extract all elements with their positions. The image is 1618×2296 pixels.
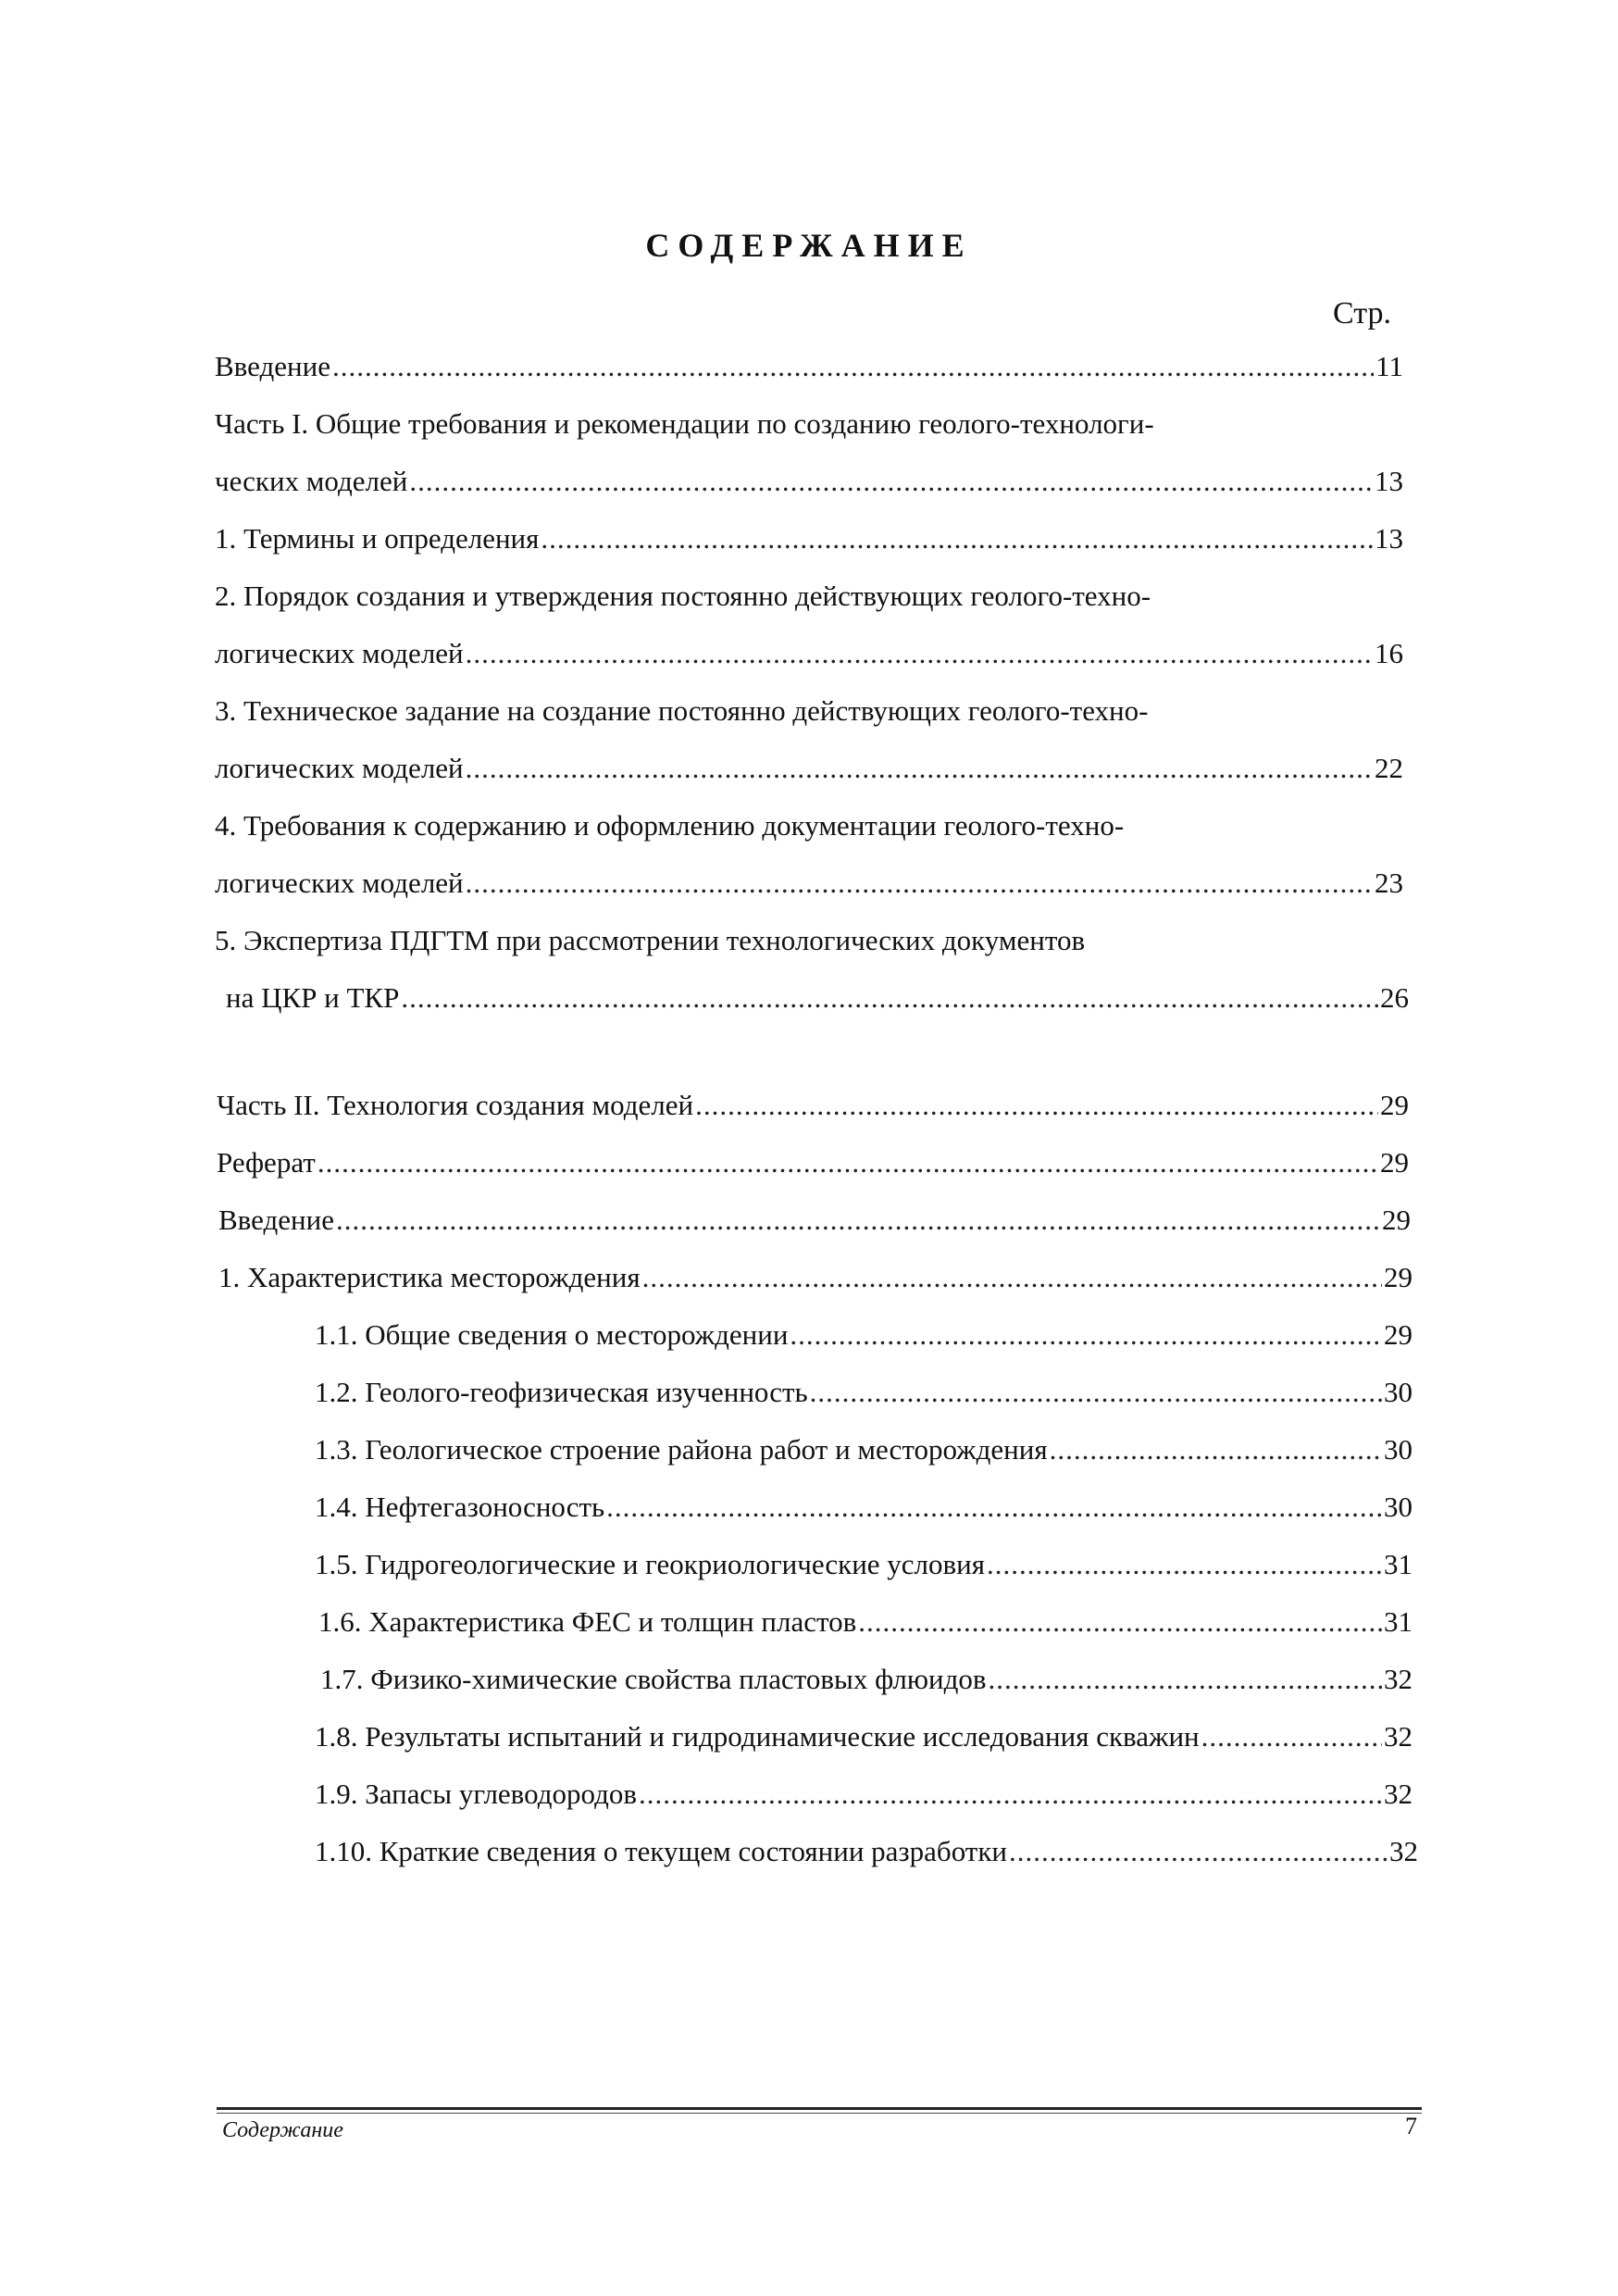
dot-leader (639, 1774, 1382, 1815)
toc-entry-text: логических моделей (215, 752, 464, 784)
toc-entry-abstract[interactable] (217, 1142, 1409, 1183)
dot-leader (606, 1487, 1382, 1528)
toc-entry-page: 32 (1384, 1720, 1413, 1753)
toc-entry-page: 32 (1389, 1835, 1418, 1867)
toc-subentry[interactable] (315, 1315, 1413, 1355)
toc-entry-page: 30 (1384, 1491, 1413, 1523)
toc-entry-intro[interactable] (215, 346, 1403, 387)
toc-entry-text: 1.2. Геолого-геофизическая изученность (315, 1376, 808, 1408)
page-column-label: Стр. (1333, 296, 1392, 331)
running-footer-title: Содержание (222, 2118, 343, 2142)
toc-section5-line1[interactable]: 5. Экспертиза ПДГТМ при рассмотрении технологических документов (215, 924, 1086, 956)
toc-entry-page: 31 (1384, 1548, 1413, 1580)
toc-entry-text: 1. Характеристика месторождения (218, 1261, 641, 1293)
dot-leader (642, 1257, 1382, 1298)
dot-leader (466, 633, 1373, 674)
toc-entry-text: логических моделей (215, 867, 464, 899)
toc-entry-text: 1.5. Гидрогеологические и геокриологические условия (315, 1548, 986, 1580)
toc-entry-text: 1.9. Запасы углеводородов (315, 1778, 638, 1810)
toc-entry-text: Введение (218, 1204, 334, 1236)
dot-leader (409, 461, 1373, 502)
page-number: 7 (1405, 2113, 1417, 2140)
toc-entry-page: 32 (1384, 1663, 1413, 1695)
toc-entry-part1[interactable] (215, 461, 1403, 502)
dot-leader (695, 1085, 1378, 1126)
toc-subentry[interactable] (315, 1429, 1413, 1470)
toc-entry-part2[interactable] (217, 1085, 1409, 1126)
toc-entry-section2[interactable] (215, 633, 1403, 674)
toc-entry-page: 32 (1384, 1778, 1413, 1810)
toc-subentry[interactable] (315, 1487, 1413, 1528)
footer-divider (217, 2107, 1422, 2110)
toc-entry-text: ческих моделей (215, 465, 408, 497)
toc-entry-text: логических моделей (215, 637, 464, 669)
toc-entry-page: 29 (1380, 1089, 1409, 1121)
toc-section4-line1[interactable]: 4. Требования к содержанию и оформлению документации геолого-техно- (215, 809, 1125, 842)
toc-entry-page: 23 (1375, 867, 1403, 899)
toc-entry-text: 1.8. Результаты испытаний и гидродинамические исследования скважин (315, 1720, 1200, 1753)
toc-entry-text: 1.4. Нефтегазоносность (315, 1491, 605, 1523)
dot-leader (987, 1544, 1382, 1585)
toc-entry-page: 30 (1384, 1433, 1413, 1466)
dot-leader (336, 1200, 1380, 1241)
toc-entry-field-characteristics[interactable] (218, 1257, 1413, 1298)
toc-entry-section5[interactable] (226, 978, 1409, 1018)
toc-entry-page: 11 (1375, 350, 1403, 382)
dot-leader (466, 863, 1373, 904)
toc-entry-text: 1.3. Геологическое строение района работ и месторождения (315, 1433, 1048, 1466)
toc-entry-text: на ЦКР и ТКР (226, 981, 400, 1014)
toc-entry-text: Введение (215, 350, 330, 382)
dot-leader (401, 978, 1378, 1018)
dot-leader (317, 1142, 1378, 1183)
dot-leader (332, 346, 1374, 387)
toc-subentry[interactable] (315, 1716, 1413, 1757)
dot-leader (1050, 1429, 1382, 1470)
dot-leader (466, 748, 1373, 789)
dot-leader (1201, 1716, 1382, 1757)
toc-entry-section3[interactable] (215, 748, 1403, 789)
toc-subentry[interactable] (315, 1372, 1413, 1413)
toc-entry-text: 1.6. Характеристика ФЕС и толщин пластов (318, 1605, 857, 1638)
toc-entry-text: 1.10. Краткие сведения о текущем состоянии разработки (315, 1835, 1007, 1867)
toc-entry-text: 1. Термины и определения (215, 522, 540, 555)
toc-entry-page: 22 (1375, 752, 1403, 784)
toc-subentry[interactable] (315, 1831, 1418, 1872)
toc-entry-page: 13 (1375, 465, 1403, 497)
toc-entry-page: 29 (1384, 1318, 1413, 1351)
toc-entry-page: 26 (1380, 981, 1409, 1014)
toc-entry-terms[interactable] (215, 518, 1403, 559)
toc-section3-line1[interactable]: 3. Техническое задание на создание постоянно действующих геолого-техно- (215, 694, 1149, 727)
dot-leader (810, 1372, 1382, 1413)
toc-entry-text: Часть II. Технология создания моделей (217, 1089, 694, 1121)
toc-section2-line1[interactable]: 2. Порядок создания и утверждения постоянно действующих геолого-техно- (215, 580, 1151, 612)
toc-entry-page: 31 (1384, 1605, 1413, 1638)
footer-divider-thin (217, 2113, 1422, 2114)
toc-subentry[interactable] (315, 1774, 1413, 1815)
toc-part1-title-line1[interactable]: Часть I. Общие требования и рекомендации по созданию геолого-технологи- (215, 407, 1154, 440)
toc-entry-page: 29 (1384, 1261, 1413, 1293)
toc-entry-page: 16 (1375, 637, 1403, 669)
toc-entry-page: 29 (1380, 1146, 1409, 1179)
toc-entry-page: 29 (1382, 1204, 1411, 1236)
toc-entry-page: 13 (1375, 522, 1403, 555)
dot-leader (858, 1602, 1382, 1642)
toc-entry-text: 1.7. Физико-химические свойства пластовых флюидов (320, 1663, 987, 1695)
toc-entry-intro-2[interactable] (218, 1200, 1411, 1241)
toc-entry-page: 30 (1384, 1376, 1413, 1408)
toc-subentry[interactable] (318, 1602, 1413, 1642)
dot-leader (1009, 1831, 1388, 1872)
toc-subentry[interactable] (320, 1659, 1413, 1700)
toc-subentry[interactable] (315, 1544, 1413, 1585)
toc-entry-text: Реферат (217, 1146, 316, 1179)
dot-leader (989, 1659, 1382, 1700)
dot-leader (790, 1315, 1382, 1355)
dot-leader (541, 518, 1373, 559)
page-title: СОДЕРЖАНИЕ (645, 227, 973, 264)
toc-entry-text: 1.1. Общие сведения о месторождении (315, 1318, 789, 1351)
toc-entry-section4[interactable] (215, 863, 1403, 904)
